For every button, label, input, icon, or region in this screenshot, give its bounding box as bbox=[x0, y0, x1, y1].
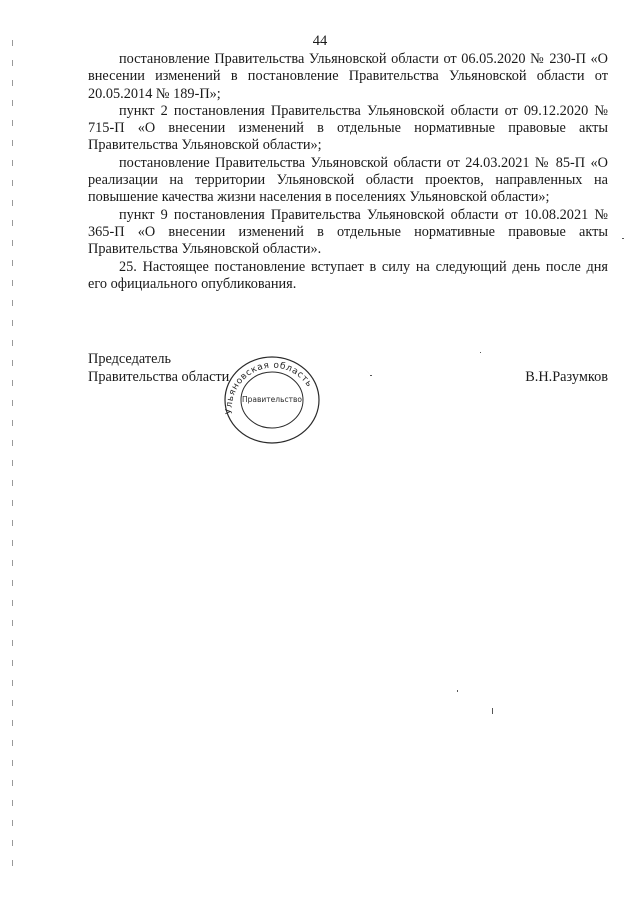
scan-speck bbox=[457, 690, 458, 692]
scan-border-line bbox=[12, 0, 13, 905]
paragraph-resolution-85: постановление Правительства Ульяновской области от 24.03.2021 № 85-П «О реализации на территории Ульяновской области проектов, направленных на повышение качества жизни населения в поселениях Ульяновской области»; bbox=[88, 154, 608, 206]
svg-text:Ульяновская область bbox=[225, 361, 315, 415]
seal-ring-text: Ульяновская область bbox=[224, 360, 315, 415]
paragraph-resolution-230: постановление Правительства Ульяновской области от 06.05.2020 № 230-П «О внесении изменений в постановление Правительства Ульяновской области от 20.05.2014 № 189-П»; bbox=[88, 51, 608, 102]
document-body bbox=[88, 51, 608, 293]
signatory-title-line2: Правительства области bbox=[88, 369, 230, 385]
official-seal-icon bbox=[218, 354, 326, 446]
scan-speck bbox=[480, 352, 481, 353]
paragraph-effective-date: 25. Настоящее постановление вступает в силу на следующий день после дня его официального опубликования. bbox=[88, 258, 608, 292]
seal-center-text: Правительство bbox=[242, 395, 302, 404]
scan-speck bbox=[370, 375, 372, 376]
paragraph-resolution-715: пункт 2 постановления Правительства Ульяновской области от 09.12.2020 № 715-П «О внесении изменений в отдельные нормативные правовые акты Правительства Ульяновской области»; bbox=[88, 102, 608, 154]
signatory-name: В.Н.Разумков bbox=[525, 369, 608, 385]
paragraph-resolution-365: пункт 9 постановления Правительства Ульяновской области от 10.08.2021 № 365-П «О внесении изменений в отдельные нормативные правовые акты Правительства Ульяновской области». bbox=[88, 206, 608, 258]
signature-block bbox=[88, 350, 608, 386]
page-number: 44 bbox=[312, 33, 328, 49]
signatory-title-line1: Председатель bbox=[88, 351, 172, 367]
scan-speck bbox=[622, 238, 624, 239]
scan-speck bbox=[492, 708, 493, 714]
